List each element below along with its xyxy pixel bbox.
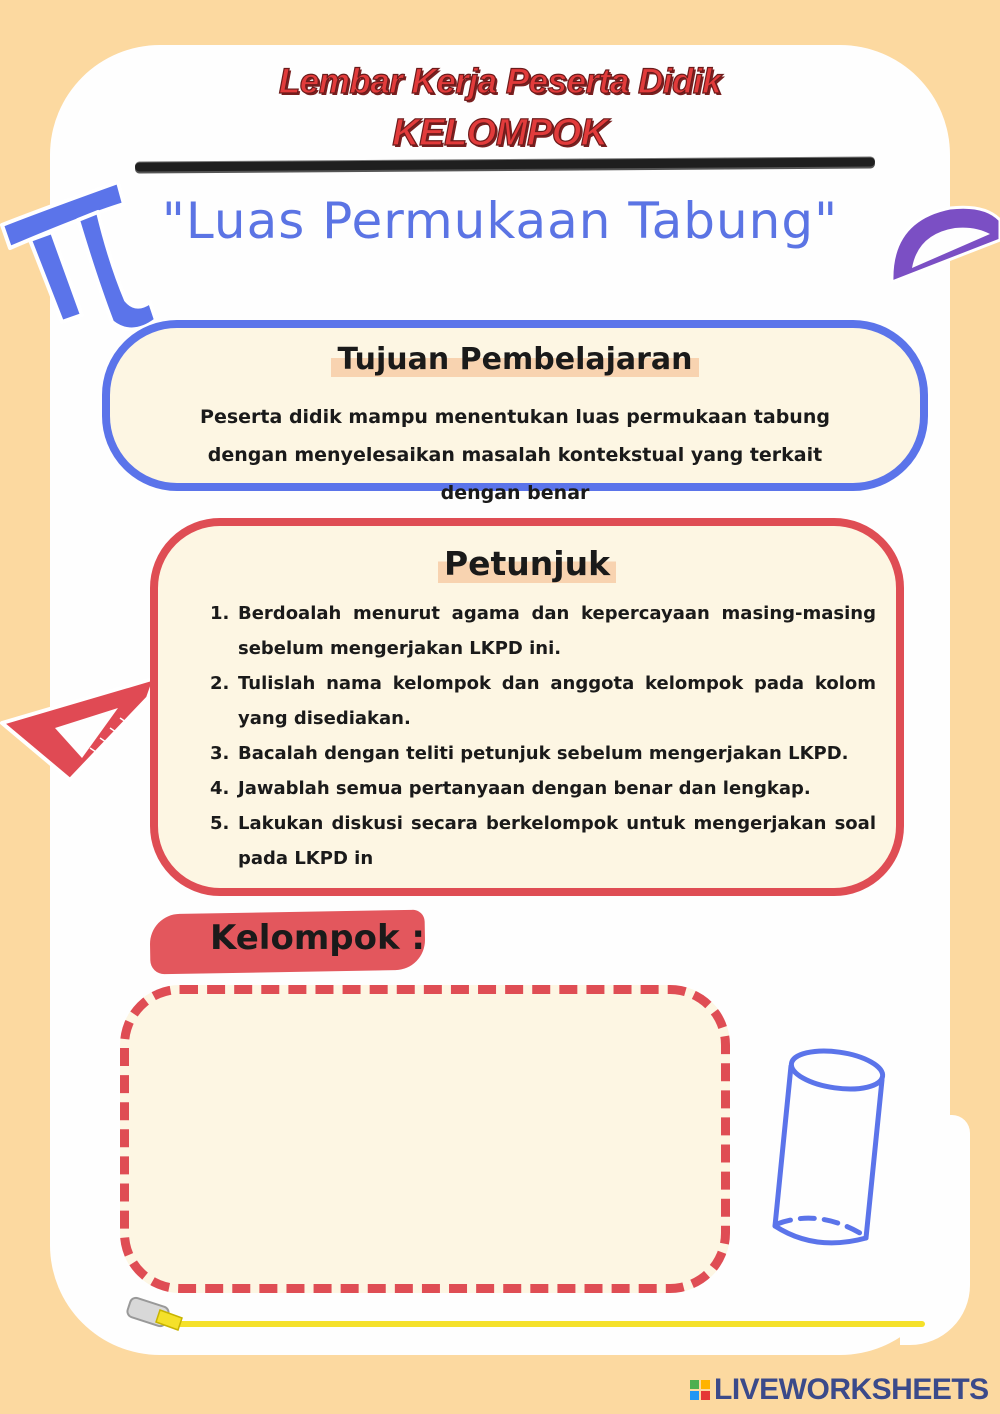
- subject-title: "Luas Permukaan Tabung": [161, 192, 839, 250]
- instructions-heading: Petunjuk: [158, 544, 896, 583]
- group-name-input[interactable]: [120, 985, 730, 1293]
- liveworksheets-logo: [690, 1370, 989, 1410]
- instruction-item: 5. Lakukan diskusi secara berkelompok untuk mengerjakan soal pada LKPD in: [210, 813, 876, 869]
- learning-goals-box: [102, 320, 928, 504]
- instructions-box: [150, 518, 904, 896]
- header-title-line1: Lembar Kerja Peserta Didik: [278, 62, 722, 101]
- instruction-item: 3. Bacalah dengan teliti petunjuk sebelum mengerjakan LKPD.: [210, 743, 849, 764]
- logo-text: LIVEWORKSHEETS: [714, 1373, 989, 1406]
- group-label: Kelompok :: [210, 918, 425, 958]
- instruction-item: 2. Tulislah nama kelompok dan anggota kelompok pada kolom yang disediakan.: [210, 673, 876, 729]
- instructions-list: [210, 596, 876, 876]
- set-square-icon: [0, 668, 160, 788]
- cylinder-icon: [765, 1040, 895, 1255]
- instruction-item: 1. Berdoalah menurut agama dan kepercayaan masing-masing sebelum mengerjakan LKPD ini.: [210, 603, 876, 659]
- header-title-line2: KELOMPOK: [392, 112, 608, 154]
- learning-goals-heading: Tujuan Pembelajaran: [110, 342, 920, 377]
- learning-goals-text: Peserta didik mampu menentukan luas permukaan tabung dengan menyelesaikan masalah kontekstual yang terkait dengan benar: [200, 406, 830, 504]
- logo-squares-icon: [690, 1380, 710, 1400]
- pencil-icon: [120, 1292, 930, 1338]
- instruction-item: 4. Jawablah semua pertanyaan dengan benar dan lengkap.: [210, 778, 811, 799]
